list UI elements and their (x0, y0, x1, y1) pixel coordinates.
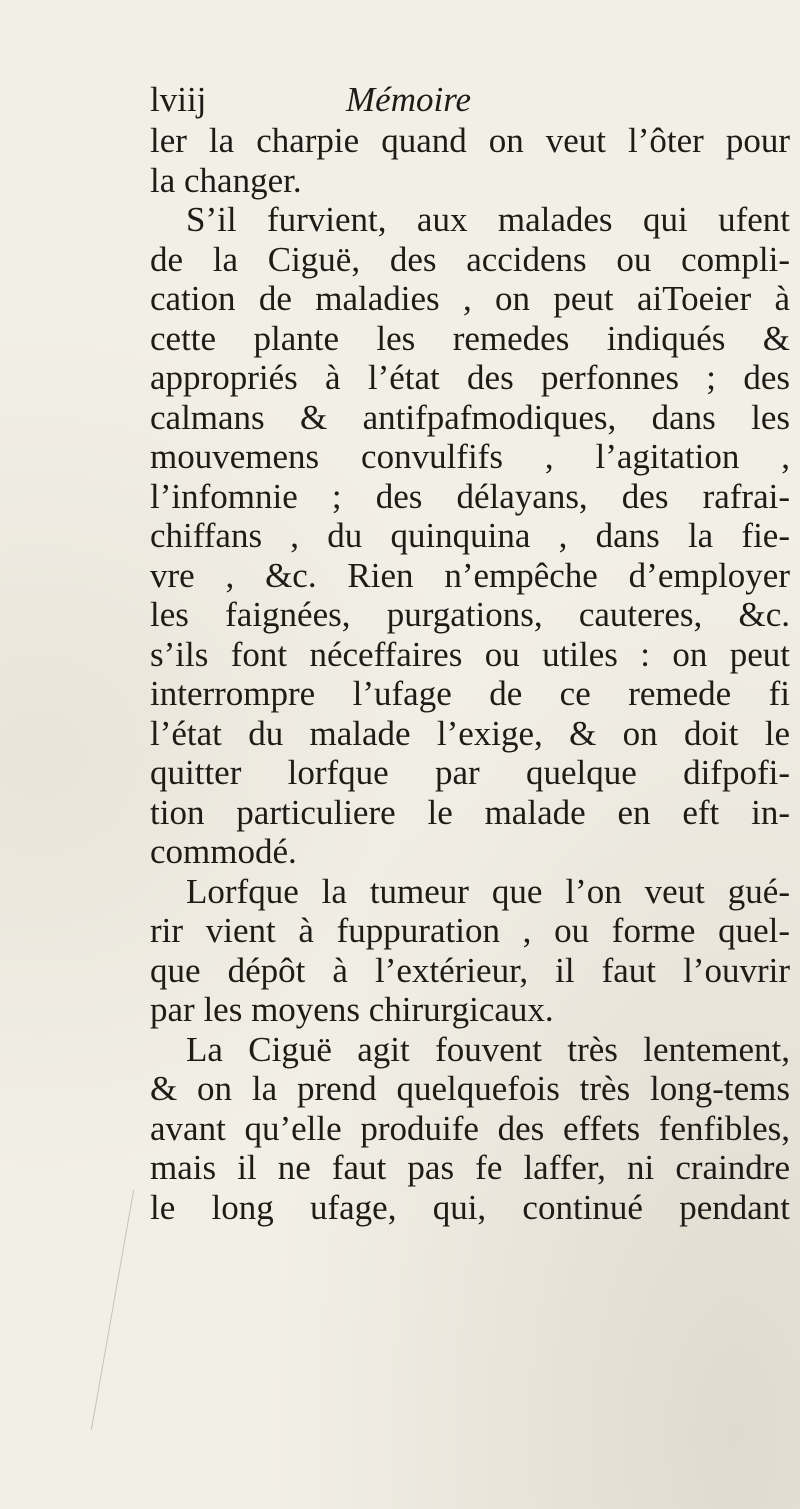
text-line: rir vient à fuppuration , ou forme quel- (150, 911, 790, 950)
text-line: le long ufage, qui, continué pendant (150, 1187, 790, 1227)
text-line: cette plante les remedes indiqués & (150, 318, 790, 358)
text-line: tion particuliere le malade en eft in- (150, 792, 790, 832)
paper-mark (91, 1190, 148, 1430)
text-line: S’il furvient, aux malades qui ufent (186, 200, 790, 239)
text-line: de la Ciguë, des accidens ou compli- (150, 239, 790, 279)
text-line: par les moyens chirurgicaux. (150, 990, 554, 1029)
text-line: la changer. (150, 160, 302, 200)
text-line: l’état du malade l’exige, & on doit le (150, 713, 790, 753)
page-number: lviij (150, 80, 207, 119)
text-line: s’ils font néceffaires ou utiles : on peut (150, 634, 790, 674)
text-line: Lorfque la tumeur que l’on veut gué- (186, 871, 790, 911)
text-line: vre , &c. Rien n’empêche d’employer (150, 555, 790, 595)
text-line: quitter lorfque par quelque difpofi- (150, 753, 790, 792)
text-line: ler la charpie quand on veut l’ôter pour (150, 121, 790, 160)
text-line: mais il ne faut pas fe laffer, ni craindre (150, 1148, 790, 1187)
body-text (150, 121, 790, 1227)
text-line: La Ciguë agit fouvent très lentement, (186, 1029, 790, 1069)
text-line: interrompre l’ufage de ce remede fi (150, 674, 790, 713)
text-line: l’infomnie ; des délayans, des rafrai- (150, 476, 790, 516)
text-line: avant qu’elle produife des effets fenfibles, (150, 1108, 790, 1148)
text-line: calmans & antifpafmodiques, dans les (150, 397, 790, 437)
text-line: mouvemens convulfifs , l’agitation , (150, 437, 790, 476)
running-head (150, 78, 710, 122)
text-line: cation de maladies , on peut aiToeier à (150, 279, 790, 318)
text-line: commodé. (150, 832, 297, 871)
text-line: chiffans , du quinquina , dans la fie- (150, 516, 790, 555)
running-title: Mémoire (346, 80, 472, 119)
text-line: appropriés à l’état des perfonnes ; des (150, 358, 790, 397)
text-line: les faignées, purgations, cauteres, &c. (150, 595, 790, 634)
text-line: & on la prend quelquefois très long-tems (150, 1069, 790, 1108)
text-line: que dépôt à l’extérieur, il faut l’ouvrir (150, 950, 790, 990)
